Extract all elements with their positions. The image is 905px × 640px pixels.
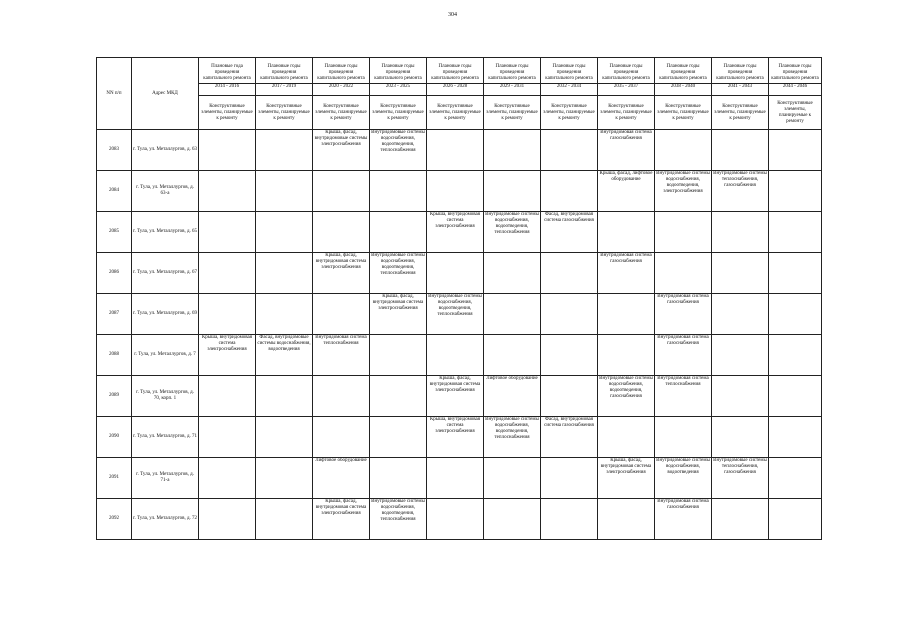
table-cell: [427, 458, 484, 499]
period-title: Плановые годы проведения капитального ремонта: [260, 63, 308, 81]
table-cell: [769, 212, 822, 253]
table-cell: [598, 499, 655, 540]
table-cell: Крыша, фасад, внутридомовая система электроснабжения: [427, 376, 484, 417]
table-row: [97, 253, 822, 294]
table-cell: [370, 212, 427, 253]
column-header-period: [313, 58, 370, 96]
row-address: г. Тула, ул. Металлургов, д. 63-а: [132, 171, 199, 212]
table-cell: [598, 335, 655, 376]
table-cell: [370, 458, 427, 499]
table-cell: Внутридомовые системы водоснабжения, водоотведения, теплоснабжения: [370, 130, 427, 171]
table-cell: Крыша, внутридомовая система электроснабжения: [427, 417, 484, 458]
table-cell: [598, 212, 655, 253]
table-cell: [712, 417, 769, 458]
table-cell: [541, 294, 598, 335]
period-title: Плановые годы проведения капитального ремонта: [488, 63, 536, 81]
table-cell: [256, 458, 313, 499]
row-number: 2085: [97, 212, 132, 253]
table-cell: [370, 171, 427, 212]
column-header-period: [769, 58, 822, 96]
table-cell: Внутридомовые системы теплоснабжения, газоснабжения: [712, 171, 769, 212]
table-cell: [769, 376, 822, 417]
period-years: 2035 - 2037: [598, 83, 654, 90]
table-cell: [541, 499, 598, 540]
row-number: 2088: [97, 335, 132, 376]
table-cell: [199, 130, 256, 171]
column-subheader: Конструктивные элементы, планируемые к ремонту: [313, 96, 370, 130]
table-cell: Крыша, фасад, внутридомовая система электроснабжения: [370, 294, 427, 335]
period-title: Плановые годы проведения капитального ремонта: [317, 63, 365, 81]
column-header-period: [427, 58, 484, 96]
table-row: [97, 376, 822, 417]
table-cell: [484, 499, 541, 540]
table-cell: Внутридомовая система газоснабжения: [655, 335, 712, 376]
row-address: г. Тула, ул. Металлургов, д. 69: [132, 294, 199, 335]
table-cell: Внутридомовые системы теплоснабжения, газоснабжения: [712, 458, 769, 499]
column-subheader: Конструктивные элементы, планируемые к ремонту: [598, 96, 655, 130]
column-subheader: Конструктивные элементы, планируемые к ремонту: [370, 96, 427, 130]
column-header-address: Адрес МКД: [132, 58, 199, 130]
column-header-period: [598, 58, 655, 96]
period-years: 2029 - 2031: [484, 83, 540, 90]
row-number: 2089: [97, 376, 132, 417]
table-cell: [655, 130, 712, 171]
period-title: Плановые годы проведения капитального ремонта: [545, 63, 593, 81]
column-subheader: Конструктивные элементы, планируемые к ремонту: [484, 96, 541, 130]
table-cell: [256, 130, 313, 171]
table-row: [97, 171, 822, 212]
table-cell: [370, 376, 427, 417]
period-title: Плановые годы проведения капитального ремонта: [716, 63, 764, 81]
row-number: 2090: [97, 417, 132, 458]
period-years: 2041 - 2043: [712, 83, 768, 90]
table-cell: [541, 130, 598, 171]
table-cell: [199, 376, 256, 417]
repair-schedule-table: [96, 57, 822, 540]
table-cell: Внутридомовые системы водоснабжения, водоотведения, теплоснабжения: [370, 499, 427, 540]
table-cell: [484, 335, 541, 376]
table-cell: [427, 253, 484, 294]
table-cell: Крыша, фасад, внутридомовая система электроснабжения: [598, 458, 655, 499]
row-number: 2092: [97, 499, 132, 540]
table-cell: [769, 294, 822, 335]
column-subheader: Конструктивные элементы, планируемые к ремонту: [655, 96, 712, 130]
period-title: Плановые годы проведения капитального ремонта: [374, 63, 422, 81]
table-cell: [199, 417, 256, 458]
table-cell: [256, 171, 313, 212]
table-cell: [712, 376, 769, 417]
table-cell: [199, 212, 256, 253]
table-row: [97, 212, 822, 253]
table-cell: [655, 253, 712, 294]
table-cell: Крыша, фасад, внутридомовая система электроснабжения: [313, 253, 370, 294]
table-cell: Крыша, фасад, лифтовое оборудование: [598, 171, 655, 212]
table-cell: Внутридомовые системы водоснабжения, водоотведения, теплоснабжения: [484, 212, 541, 253]
row-number: 2086: [97, 253, 132, 294]
table-cell: [484, 294, 541, 335]
table-cell: [313, 417, 370, 458]
page-number: 304: [448, 12, 457, 18]
column-subheader: Конструктивные элементы, планируемые к ремонту: [541, 96, 598, 130]
row-address: г. Тула, ул. Металлургов, д. 65: [132, 212, 199, 253]
period-years: 2014 - 2016: [199, 83, 255, 90]
period-years: 2026 - 2028: [427, 83, 483, 90]
column-header-period: [541, 58, 598, 96]
table-cell: [427, 130, 484, 171]
table-cell: Крыша, фасад, внутридомовые системы электроснабжения: [313, 130, 370, 171]
table-cell: [541, 458, 598, 499]
table-cell: [769, 499, 822, 540]
table-cell: Внутридомовые системы водоснабжения, водоотведения: [655, 458, 712, 499]
period-years: 2044 - 2046: [769, 83, 821, 90]
table-cell: [484, 253, 541, 294]
period-years: 2023 - 2025: [370, 83, 426, 90]
table-row: [97, 458, 822, 499]
table-cell: [769, 130, 822, 171]
table-row: [97, 499, 822, 540]
row-address: г. Тула, ул. Металлургов, д. 7: [132, 335, 199, 376]
table-cell: [256, 294, 313, 335]
table-cell: [598, 417, 655, 458]
table-cell: [484, 458, 541, 499]
table-cell: [256, 253, 313, 294]
table-cell: Внутридомовые системы водоснабжения, водоотведения, теплоснабжения: [427, 294, 484, 335]
table-cell: [541, 376, 598, 417]
table-cell: [484, 130, 541, 171]
table-cell: Лифтовое оборудование: [484, 376, 541, 417]
row-number: 2087: [97, 294, 132, 335]
column-header-period: [712, 58, 769, 96]
table-cell: [199, 458, 256, 499]
row-address: г. Тула, ул. Металлургов, д. 71-а: [132, 458, 199, 499]
table-cell: [769, 171, 822, 212]
table-cell: [427, 171, 484, 212]
table-cell: [256, 499, 313, 540]
column-header-period: [655, 58, 712, 96]
table-cell: Внутридомовая система газоснабжения: [655, 499, 712, 540]
table-cell: [655, 212, 712, 253]
table-cell: Фасад, внутридомовые системы водоснабжения, водоотведения: [256, 335, 313, 376]
column-subheader: Конструктивные элементы, планируемые к ремонту: [256, 96, 313, 130]
table-row: [97, 335, 822, 376]
table-cell: [712, 499, 769, 540]
table-cell: [541, 253, 598, 294]
table-cell: Внутридомовая система теплоснабжения: [655, 376, 712, 417]
table-cell: [313, 171, 370, 212]
row-number: 2084: [97, 171, 132, 212]
table-cell: [541, 171, 598, 212]
table-cell: Крыша, внутридомовая система электроснабжения: [199, 335, 256, 376]
table-cell: [655, 417, 712, 458]
table-cell: [769, 253, 822, 294]
table-cell: Крыша, фасад, внутридомовая система электроснабжения: [313, 499, 370, 540]
table-cell: Внутридомовые системы водоснабжения, водоотведения, электроснабжения: [655, 171, 712, 212]
table-cell: [712, 130, 769, 171]
table-cell: Внутридомовые системы водоснабжения, водоотведения, теплоснабжения: [370, 253, 427, 294]
period-title: Плановые годы проведения капитального ремонта: [771, 63, 819, 81]
column-header-period: [370, 58, 427, 96]
table-cell: Внутридомовая система теплоснабжения: [313, 335, 370, 376]
table-cell: [199, 171, 256, 212]
table-cell: [598, 294, 655, 335]
column-header-period: [256, 58, 313, 96]
table-cell: [199, 499, 256, 540]
period-title: Плановые годы проведения капитального ремонта: [659, 63, 707, 81]
table-cell: [370, 417, 427, 458]
period-years: 2038 - 2040: [655, 83, 711, 90]
table-cell: [712, 294, 769, 335]
period-title: Плановые годы проведения капитального ремонта: [602, 63, 650, 81]
period-title: Плановые годы проведения капитального ремонта: [431, 63, 479, 81]
row-address: г. Тула, ул. Металлургов, д. 71: [132, 417, 199, 458]
column-header-period: [199, 58, 256, 96]
table-cell: Лифтовое оборудование: [313, 458, 370, 499]
row-address: г. Тула, ул. Металлургов, д. 70, корп. 1: [132, 376, 199, 417]
table-cell: [427, 499, 484, 540]
row-number: 2091: [97, 458, 132, 499]
column-subheader: Конструктивные элементы, планируемые к ремонту: [769, 96, 822, 130]
table-cell: [769, 417, 822, 458]
table-cell: [256, 376, 313, 417]
column-subheader: Конструктивные элементы, планируемые к ремонту: [712, 96, 769, 130]
table-cell: [712, 212, 769, 253]
row-number: 2083: [97, 130, 132, 171]
row-address: г. Тула, ул. Металлургов, д. 67: [132, 253, 199, 294]
table-cell: [313, 212, 370, 253]
column-subheader: Конструктивные элементы, планируемые к ремонту: [427, 96, 484, 130]
table-cell: [769, 335, 822, 376]
table-cell: [199, 253, 256, 294]
table-cell: Внутридомовые системы водоснабжения, водоотведения, газоснабжения: [598, 376, 655, 417]
period-years: 2032 - 2034: [541, 83, 597, 90]
table-cell: Внутридомовые системы водоснабжения, водоотведения, теплоснабжения: [484, 417, 541, 458]
row-address: г. Тула, ул. Металлургов, д. 72: [132, 499, 199, 540]
column-header-number: NN п/п: [97, 58, 132, 130]
row-address: г. Тула, ул. Металлургов, д. 63: [132, 130, 199, 171]
table-cell: [256, 417, 313, 458]
table-cell: Внутридомовая система газоснабжения: [655, 294, 712, 335]
period-years: 2020 - 2022: [313, 83, 369, 90]
table-cell: [484, 171, 541, 212]
table-row: [97, 130, 822, 171]
table-row: [97, 417, 822, 458]
period-years: 2017 - 2019: [256, 83, 312, 90]
table-cell: Внутридомовая система газоснабжения: [598, 253, 655, 294]
table-cell: [712, 253, 769, 294]
table-cell: Фасад, внутридомовая система газоснабжения: [541, 417, 598, 458]
table-cell: [256, 212, 313, 253]
table-cell: [370, 335, 427, 376]
period-title: Плановые года проведения капитального ремонта: [203, 63, 251, 81]
table-cell: [769, 458, 822, 499]
column-subheader: Конструктивные элементы, планируемые к ремонту: [199, 96, 256, 130]
table-cell: Внутридомовая система газоснабжения: [598, 130, 655, 171]
table-cell: [712, 335, 769, 376]
table-cell: [313, 294, 370, 335]
table-row: [97, 294, 822, 335]
table-cell: [199, 294, 256, 335]
table-cell: [541, 335, 598, 376]
column-header-period: [484, 58, 541, 96]
table-cell: [427, 335, 484, 376]
table-cell: [313, 376, 370, 417]
table-cell: Крыша, внутридомовая система электроснабжения: [427, 212, 484, 253]
table-cell: Фасад, внутридомовая система газоснабжения: [541, 212, 598, 253]
